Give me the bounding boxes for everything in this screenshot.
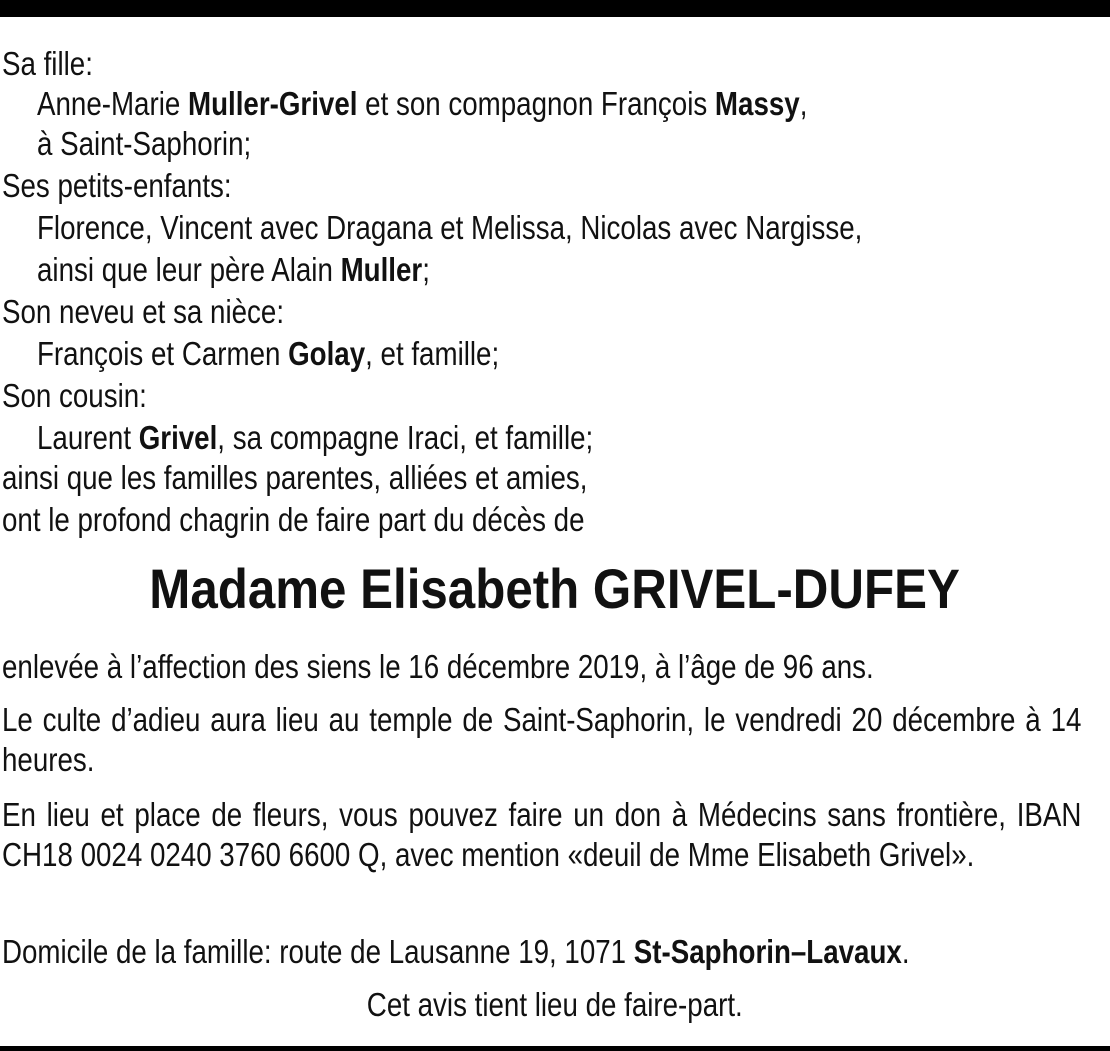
cousin-surname: Grivel xyxy=(138,419,218,456)
cousin-given: Laurent xyxy=(37,419,139,456)
announce-line: ont le profond chagrin de faire part du décès de xyxy=(2,501,585,538)
cousin-heading: Son cousin: xyxy=(2,377,147,414)
grandchildren-father-line xyxy=(37,250,430,290)
daughter-companion: et son compagnon François xyxy=(357,85,715,122)
closing-text: Cet avis tient lieu de faire-part. xyxy=(367,986,743,1023)
donation-paragraph: En lieu et place de fleurs, vous pouvez faire un don à Médecins sans frontière, IBAN CH18 0024 0240 3760 6600 Q, avec mention «deuil de Mme Elisabeth Grivel». xyxy=(2,796,1082,873)
bottom-rule xyxy=(0,1046,1110,1051)
nephew-surname: Golay xyxy=(288,335,366,372)
deceased-name-text: Madame Elisabeth GRIVEL-DUFEY xyxy=(149,557,961,620)
death-line: enlevée à l’affection des siens le 16 décembre 2019, à l’âge de 96 ans. xyxy=(2,648,874,685)
top-rule xyxy=(0,0,1110,17)
nephew-end: , et famille; xyxy=(365,335,500,372)
daughter-place: à Saint-Saphorin; xyxy=(37,125,252,162)
daughter-surname: Muller-Grivel xyxy=(187,85,358,122)
address-text: Domicile de la famille: route de Lausanne 19, 1071 xyxy=(2,933,634,970)
grandchildren-father-surname: Muller xyxy=(340,251,423,288)
companion-surname: Massy xyxy=(714,85,800,122)
grandchildren-names: Florence, Vincent avec Dragana et Melissa, Nicolas avec Nargisse, xyxy=(37,209,863,246)
nephew-line xyxy=(37,334,499,374)
deceased-name xyxy=(0,554,1110,624)
daughter-given: Anne-Marie xyxy=(37,85,188,122)
daughter-line xyxy=(37,84,807,124)
grandchildren-father-end: ; xyxy=(422,251,430,288)
daughter-comma: , xyxy=(799,85,808,122)
cousin-line xyxy=(37,418,593,458)
daughter-heading: Sa fille: xyxy=(2,45,93,82)
families-line: ainsi que les familles parentes, alliées et amies, xyxy=(2,459,588,496)
nephew-given: François et Carmen xyxy=(37,335,289,372)
nephew-heading: Son neveu et sa nièce: xyxy=(2,293,285,330)
grandchildren-father-text: ainsi que leur père Alain xyxy=(37,251,341,288)
cousin-end: , sa compagne Iraci, et famille; xyxy=(217,419,594,456)
closing-line xyxy=(0,985,1110,1025)
address-line xyxy=(2,932,910,972)
address-end: . xyxy=(901,933,910,970)
address-locality: St-Saphorin–Lavaux xyxy=(633,933,902,970)
grandchildren-heading: Ses petits-enfants: xyxy=(2,167,232,204)
service-paragraph: Le culte d’adieu aura lieu au temple de Saint-Saphorin, le vendredi 20 décembre à 14 heures. xyxy=(2,701,1082,778)
